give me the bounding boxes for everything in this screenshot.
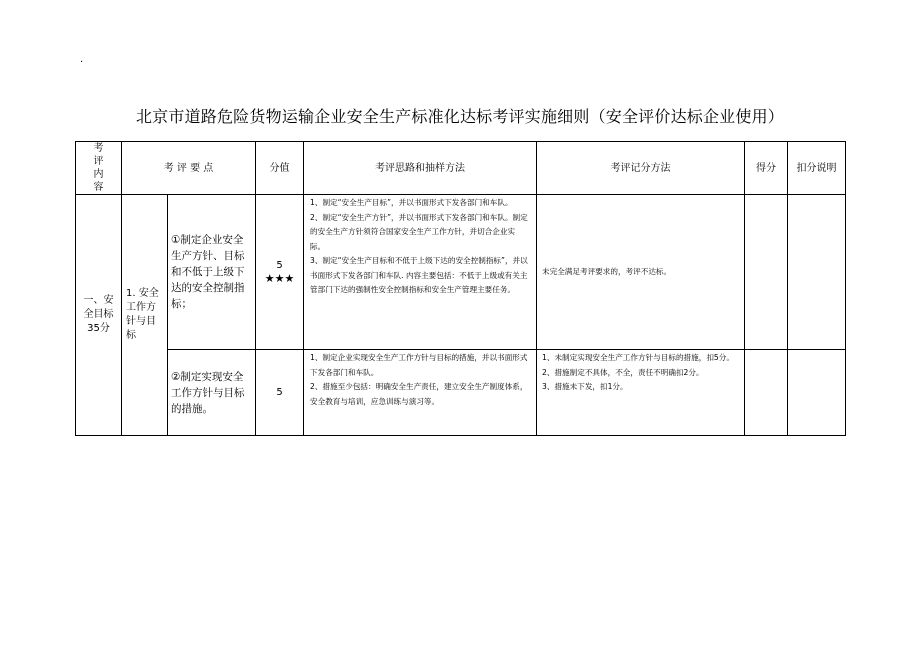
method-line: 2、措施至少包括：明确安全生产责任，建立安全生产制度体系，安全教育与培训，应急训练与演习等。 <box>310 382 528 406</box>
method-line: 3、制定“安全生产目标和不低于上级下达的安全控制指标”，并以书面形式下发各部门和车队. 内容主要包括：不低于上级或有关主管部门下达的强制性安全控制指标和安全生产管理主要任务。 <box>310 256 528 294</box>
method-cell <box>304 195 537 350</box>
scoring-line: 1、未制定实现安全生产工作方针与目标的措施，扣5分。 <box>542 353 734 362</box>
method-line: 1、制定“安全生产目标”，并以书面形式下发各部门和车队。 <box>310 198 513 207</box>
header-points: 考 评 要 点 <box>122 142 256 195</box>
section-label: 一、安全目标35分 <box>76 195 122 436</box>
star-rating: ★★★ <box>264 272 295 285</box>
score-value: 5 <box>276 260 283 271</box>
deduct-cell <box>788 195 846 350</box>
category-label: 1. 安全工作方针与目标 <box>122 195 168 436</box>
page-marker: . <box>80 54 84 65</box>
header-row <box>76 142 846 195</box>
scoring-cell <box>537 195 745 350</box>
method-cell <box>304 350 537 436</box>
header-got: 得分 <box>745 142 788 195</box>
header-content: 考评内容 <box>76 142 122 195</box>
method-line: 2、制定“安全生产方针”，并以书面形式下发各部门和车队。制定的安全生产方针须符合国家安全生产工作方针，并切合企业实际。 <box>310 212 528 251</box>
evaluation-table <box>75 141 846 436</box>
score-value: 5 <box>276 387 283 398</box>
page-title: 北京市道路危险货物运输企业安全生产标准化达标考评实施细则（安全评价达标企业使用） <box>135 107 784 126</box>
item-text: ②制定实现安全工作方针与目标的措施。 <box>168 350 256 436</box>
method-line: 1、制定企业实现安全生产工作方针与目标的措施，并以书面形式下发各部门和车队。 <box>310 353 528 377</box>
header-scoring: 考评记分方法 <box>537 142 745 195</box>
deduct-cell <box>788 350 846 436</box>
score-cell <box>256 195 304 350</box>
header-method: 考评思路和抽样方法 <box>304 142 537 195</box>
scoring-line: 3、措施未下发，扣1分。 <box>542 382 628 391</box>
score-cell <box>256 350 304 436</box>
scoring-cell <box>537 350 745 436</box>
scoring-line: 未完全满足考评要求的，考评不达标。 <box>542 267 672 276</box>
got-cell <box>745 195 788 350</box>
got-cell <box>745 350 788 436</box>
scoring-line: 2、措施制定不具体，不全，责任不明确扣2分。 <box>542 367 704 377</box>
item-text: ①制定企业安全生产方针、目标和不低于上级下达的安全控制指标； <box>168 195 256 350</box>
header-deduct: 扣分说明 <box>788 142 846 195</box>
header-score: 分值 <box>256 142 304 195</box>
table-row <box>76 350 846 436</box>
table-row <box>76 195 846 350</box>
